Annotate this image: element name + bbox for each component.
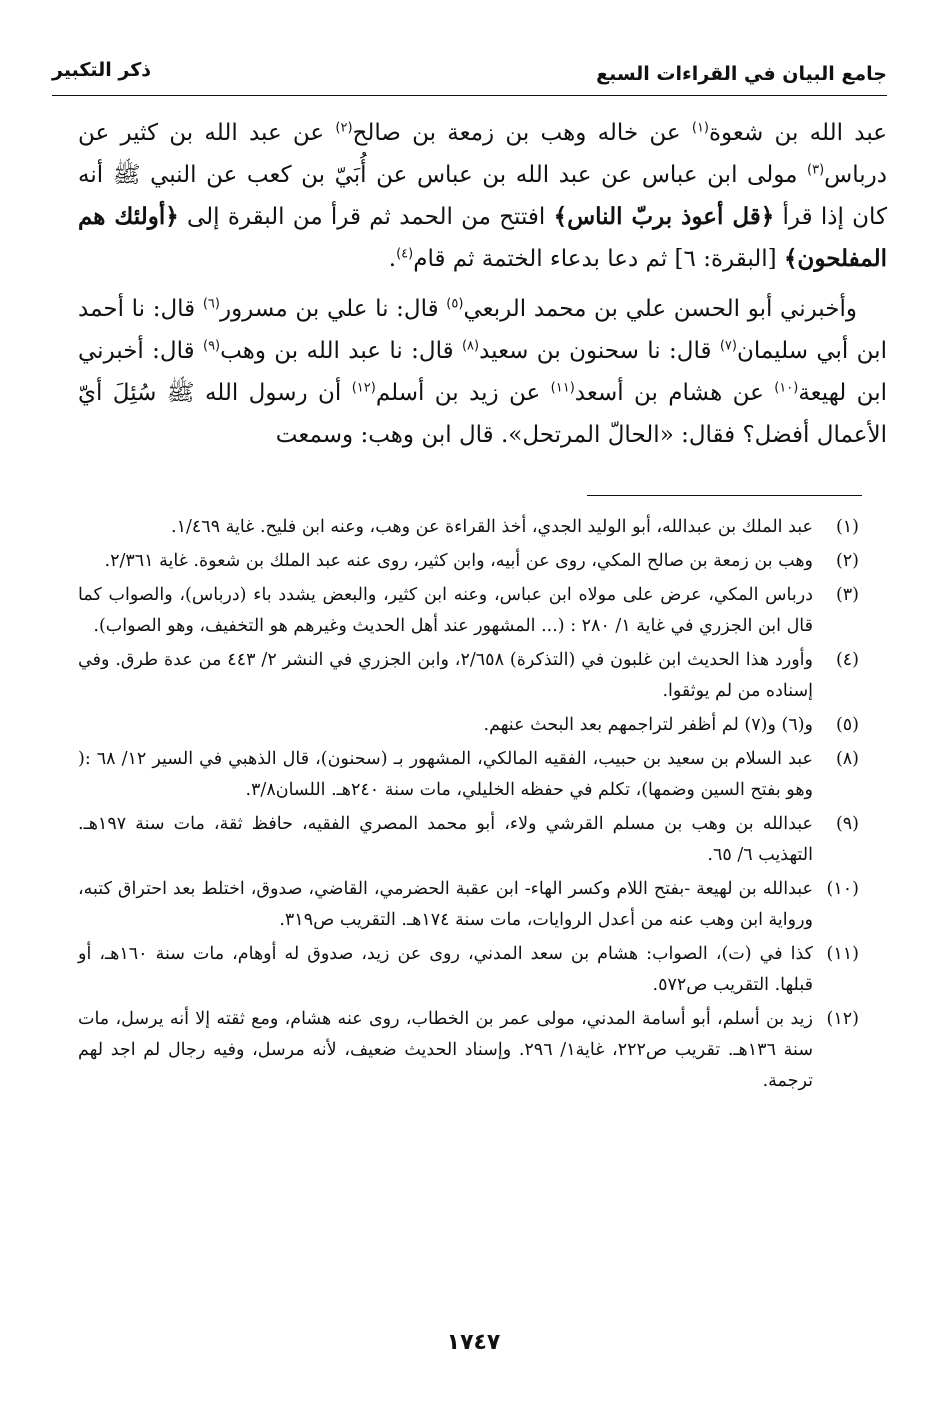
footnote-number: (١٢) (826, 1009, 859, 1029)
footnote-number: (١١) (826, 944, 859, 964)
text-segment: أن رسول الله ﷺ سُئِلَ أيّ الأعمال أفضل؟ فقال: «الحالّ المرتحل». قال ابن وهب: وسمعت (78, 380, 887, 448)
text-segment: عن خاله وهب بن زمعة بن صالح (352, 120, 692, 146)
footnote-item (78, 546, 859, 577)
footnote-item (78, 580, 859, 642)
text-segment: مولى ابن عباس عن عبد الله بن عباس عن أُبَيّ بن كعب عن النبي ﷺ أنه كان إذا قرأ (78, 162, 888, 230)
footnote-ref-12: (١٢) (351, 380, 376, 396)
footnote-ref-5: (٥) (446, 296, 464, 312)
footnote-text: زيد بن أسلم، أبو أسامة المدني، مولى عمر بن الخطاب، روى عنه هشام، ومع ثقته إلا أنه يرسل، مات سنة ١٣٦هـ. تقريب ص٢٢٢، غاية١/ ٢٩٦. وإسناد الحديث ضعيف، لأنه مرسل، وفيه رجال لم اجد لهم ترجمة. (78, 1009, 813, 1091)
text-segment: وأخبرني أبو الحسن علي بن محمد الربعي (463, 296, 857, 322)
footnote-item (78, 710, 859, 741)
footnote-ref-9: (٩) (202, 338, 221, 354)
text-segment: قال: نا علي بن مسرور (219, 296, 447, 322)
footnote-ref-3: (٣) (807, 162, 825, 178)
footnote-number: (٨) (835, 749, 859, 769)
footnote-text: عبد الملك بن عبدالله، أبو الوليد الجدي، أخذ القراءة عن وهب، وعنه ابن فليح. غاية ١/٤٦٩. (171, 517, 813, 537)
text-segment: [البقرة: ٦] ثم دعا بدعاء الختمة ثم قام (413, 246, 784, 272)
footnote-ref-4: (٤) (396, 246, 414, 262)
footnote-text: وأورد هذا الحديث ابن غلبون في (التذكرة) ٢/٦٥٨، وابن الجزري في النشر ٢/ ٤٤٣ من عدة طرق. وفي إسناده من لم يوثقوا. (78, 650, 813, 701)
text-segment: افتتح من الحمد ثم قرأ من البقرة إلى (178, 204, 554, 230)
footnote-text: و(٦) و(٧) لم أظفر لتراجمهم بعد البحث عنهم. (483, 715, 813, 735)
text-segment: قال: نا أحمد ابن أبي سليمان (78, 296, 887, 364)
footnote-ref-10: (١٠) (774, 380, 799, 396)
footnote-ref-8: (٨) (461, 338, 480, 354)
text-segment: قال: نا عبد الله بن وهب (220, 338, 462, 364)
footnote-item (78, 1004, 859, 1097)
footnote-ref-6: (٦) (202, 296, 220, 312)
quran-verse-1: ﴿قل أعوذ بربّ الناس﴾ (553, 203, 775, 230)
footnote-number: (٩) (835, 814, 859, 834)
footnote-number: (١٠) (826, 879, 859, 899)
text-segment: عن زيد بن أسلم (375, 380, 551, 406)
footnote-number: (٤) (835, 650, 859, 670)
text-segment: قال: نا سحنون بن سعيد (479, 338, 720, 364)
chapter-title: ذكر التكبير (52, 59, 152, 81)
book-title: جامع البيان في القراءات السبع (596, 63, 887, 85)
footnote-number: (٢) (835, 551, 859, 571)
footnote-item (78, 809, 859, 871)
footnote-item (78, 939, 859, 1001)
text-segment: عبد الله بن شعوة (709, 120, 887, 146)
paragraph-1 (78, 112, 887, 280)
footnote-text: عبدالله بن لهيعة -بفتح اللام وكسر الهاء- ابن عقبة الحضرمي، القاضي، صدوق، اختلط بعد احتراق كتبه، ورواية ابن وهب عنه من أعدل الروايات، مات سنة ١٧٤هـ. التقريب ص٣١٩. (78, 879, 813, 930)
footnote-ref-2: (٢) (335, 120, 353, 136)
page-number: ١٧٤٧ (446, 1330, 501, 1355)
footnote-number: (٥) (835, 715, 859, 735)
footnote-text: عبدالله بن وهب بن مسلم القرشي ولاء، أبو محمد المصري الفقيه، حافظ ثقة، مات سنة ١٩٧هـ. التهذيب ٦/ ٦٥. (78, 814, 813, 865)
footnote-ref-1: (١) (691, 120, 709, 136)
running-header (52, 55, 887, 96)
footnote-item (78, 512, 859, 543)
paragraph-2 (78, 288, 887, 456)
footnote-text: عبد السلام بن سعيد بن حبيب، الفقيه المالكي، المشهور بـ (سحنون)، قال الذهبي في السير ١٢/ ٦٨ :( وهو بفتح السين وضمها)، تكلم في حفظه الخليلي، مات سنة ٢٤٠هـ. اللسان٣/٨. (78, 749, 813, 800)
footnote-item (78, 744, 859, 806)
footnote-item (78, 645, 859, 707)
footnote-number: (١) (835, 517, 859, 537)
main-text (78, 112, 887, 456)
footnote-text: كذا في (ت)، الصواب: هشام بن سعد المدني، روى عن زيد، صدوق له أوهام، مات سنة ١٦٠هـ، أو قبلها. التقريب ص٥٧٢. (78, 944, 813, 995)
footnote-number: (٣) (835, 585, 859, 605)
quran-verse-2: ﴿أولئك هم المفلحون﴾ (78, 203, 887, 272)
footnote-text: وهب بن زمعة بن صالح المكي، روى عن أبيه، وابن كثير، روى عنه عبد الملك بن شعوة. غاية ٢/٣٦١. (104, 551, 813, 571)
footnote-text: درباس المكي، عرض على مولاه ابن عباس، وعنه ابن كثير، والبعض يشدد باء (درباس)، والصواب كما قال ابن الجزري في غاية ١/ ٢٨٠ : (... المشهور عند أهل الحديث وغيرهم هو التخفيف، وهو الصواب). (78, 585, 813, 636)
footnote-item (78, 874, 859, 936)
footnote-ref-7: (٧) (719, 338, 737, 354)
text-segment: عن عبد الله بن كثير عن درباس (78, 120, 887, 188)
text-segment: . (388, 246, 397, 272)
text-segment: قال: أخبرني ابن لهيعة (78, 338, 887, 406)
text-segment: عن هشام بن أسعد (574, 380, 775, 406)
footnotes (78, 512, 859, 1100)
footnote-ref-11: (١١) (550, 380, 575, 396)
footnote-separator (587, 495, 862, 496)
